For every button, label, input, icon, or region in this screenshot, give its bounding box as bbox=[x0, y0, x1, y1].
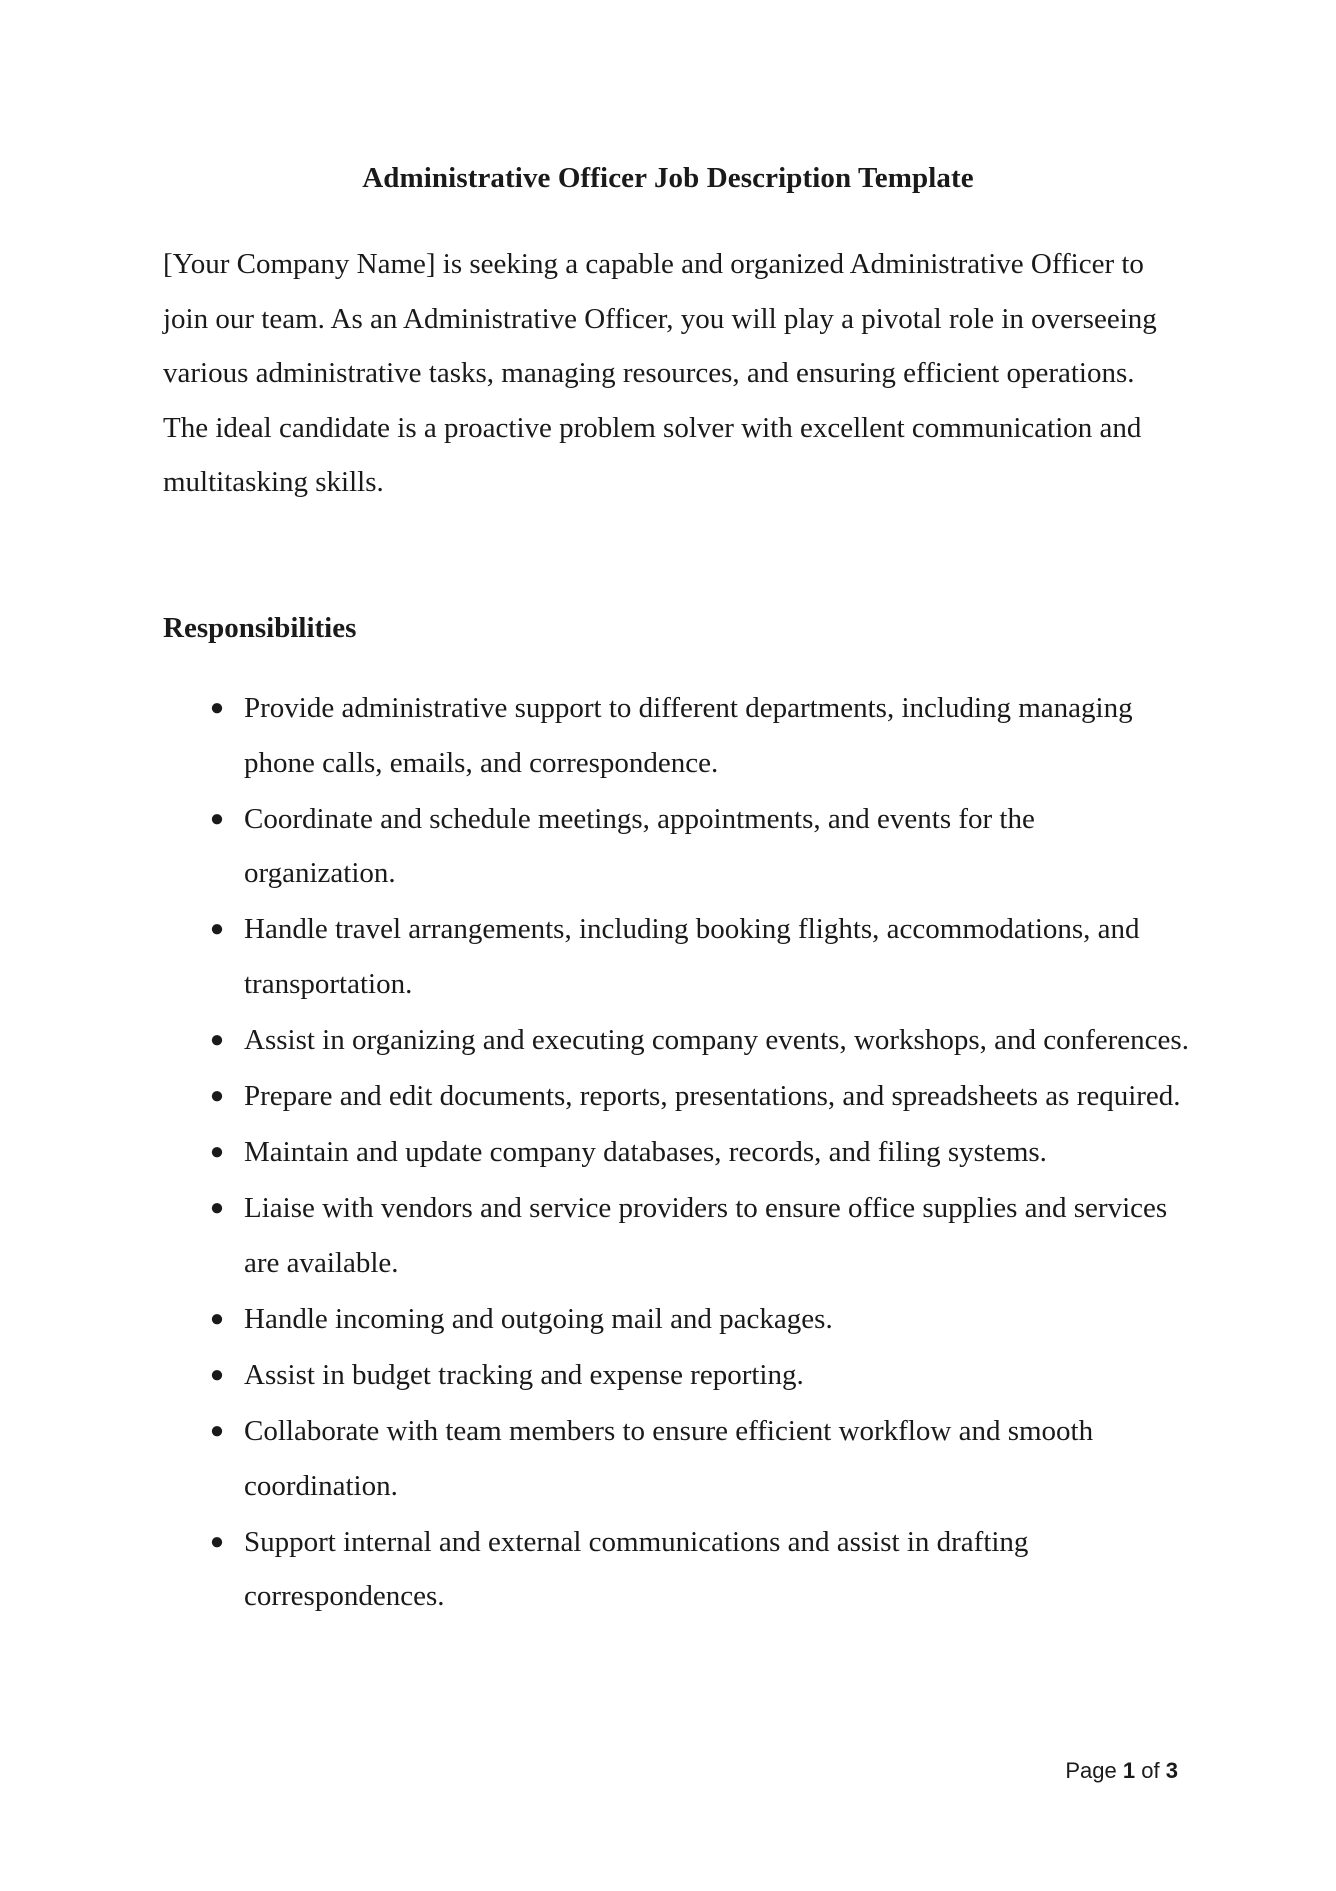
list-item-text: Assist in organizing and executing company events, workshops, and conferences. bbox=[244, 1024, 1189, 1057]
list-item bbox=[163, 1348, 1193, 1403]
bullet-icon: ● bbox=[209, 805, 225, 832]
responsibilities-list bbox=[163, 681, 1193, 1625]
list-item-text: Handle incoming and outgoing mail and packages. bbox=[244, 1302, 833, 1335]
list-item-text: Assist in budget tracking and expense reporting. bbox=[244, 1358, 804, 1391]
list-item bbox=[163, 681, 1193, 790]
document-title: Administrative Officer Job Description Template bbox=[362, 162, 974, 194]
list-item bbox=[163, 1069, 1193, 1124]
list-item-text: Liaise with vendors and service providers to ensure office supplies and services are available. bbox=[244, 1192, 1168, 1279]
intro-paragraph: [Your Company Name] is seeking a capable and organized Administrative Officer to join our team. As an Administrative Officer, you will play a pivotal role in overseeing various administrative tasks, managing resources, and ensuring efficient operations. The ideal candidate is a proactive problem solver with excellent communication and multitasking skills. bbox=[163, 248, 1157, 498]
bullet-icon: ● bbox=[209, 1305, 225, 1332]
list-item-text: Handle travel arrangements, including booking flights, accommodations, and transportation. bbox=[244, 913, 1140, 1001]
bullet-icon: ● bbox=[209, 1361, 225, 1388]
list-item-text: Prepare and edit documents, reports, presentations, and spreadsheets as required. bbox=[244, 1080, 1181, 1113]
of-label: of bbox=[1141, 1758, 1160, 1783]
list-item bbox=[163, 1292, 1193, 1347]
list-item-text: Coordinate and schedule meetings, appointments, and events for the organization. bbox=[244, 802, 1035, 890]
list-item bbox=[163, 792, 1193, 901]
bullet-icon: ● bbox=[209, 916, 225, 943]
bullet-icon: ● bbox=[209, 1027, 225, 1054]
bullet-icon: ● bbox=[209, 1417, 225, 1444]
total-pages-number: 3 bbox=[1165, 1758, 1178, 1783]
list-item bbox=[163, 1515, 1193, 1624]
bullet-icon: ● bbox=[209, 1528, 225, 1555]
list-item bbox=[163, 1125, 1193, 1180]
list-item-text: Support internal and external communications and assist in drafting correspondences. bbox=[244, 1525, 1029, 1613]
bullet-icon: ● bbox=[209, 1139, 225, 1166]
responsibilities-heading: Responsibilities bbox=[163, 612, 357, 644]
list-item bbox=[163, 1404, 1193, 1513]
list-item-text: Collaborate with team members to ensure efficient workflow and smooth coordination. bbox=[244, 1414, 1094, 1502]
bullet-icon: ● bbox=[209, 1083, 225, 1110]
current-page-number: 1 bbox=[1122, 1758, 1136, 1783]
list-item bbox=[163, 902, 1193, 1011]
bullet-icon: ● bbox=[209, 695, 225, 721]
page-label: Page bbox=[1065, 1758, 1117, 1783]
list-item-text: Provide administrative support to different departments, including managing phone calls, emails, and correspondence. bbox=[244, 692, 1133, 779]
list-item bbox=[163, 1181, 1193, 1290]
bullet-icon: ● bbox=[209, 1195, 225, 1222]
list-item bbox=[163, 1013, 1193, 1068]
page-number-footer bbox=[1065, 1757, 1178, 1785]
list-item-text: Maintain and update company databases, records, and filing systems. bbox=[244, 1136, 1047, 1169]
